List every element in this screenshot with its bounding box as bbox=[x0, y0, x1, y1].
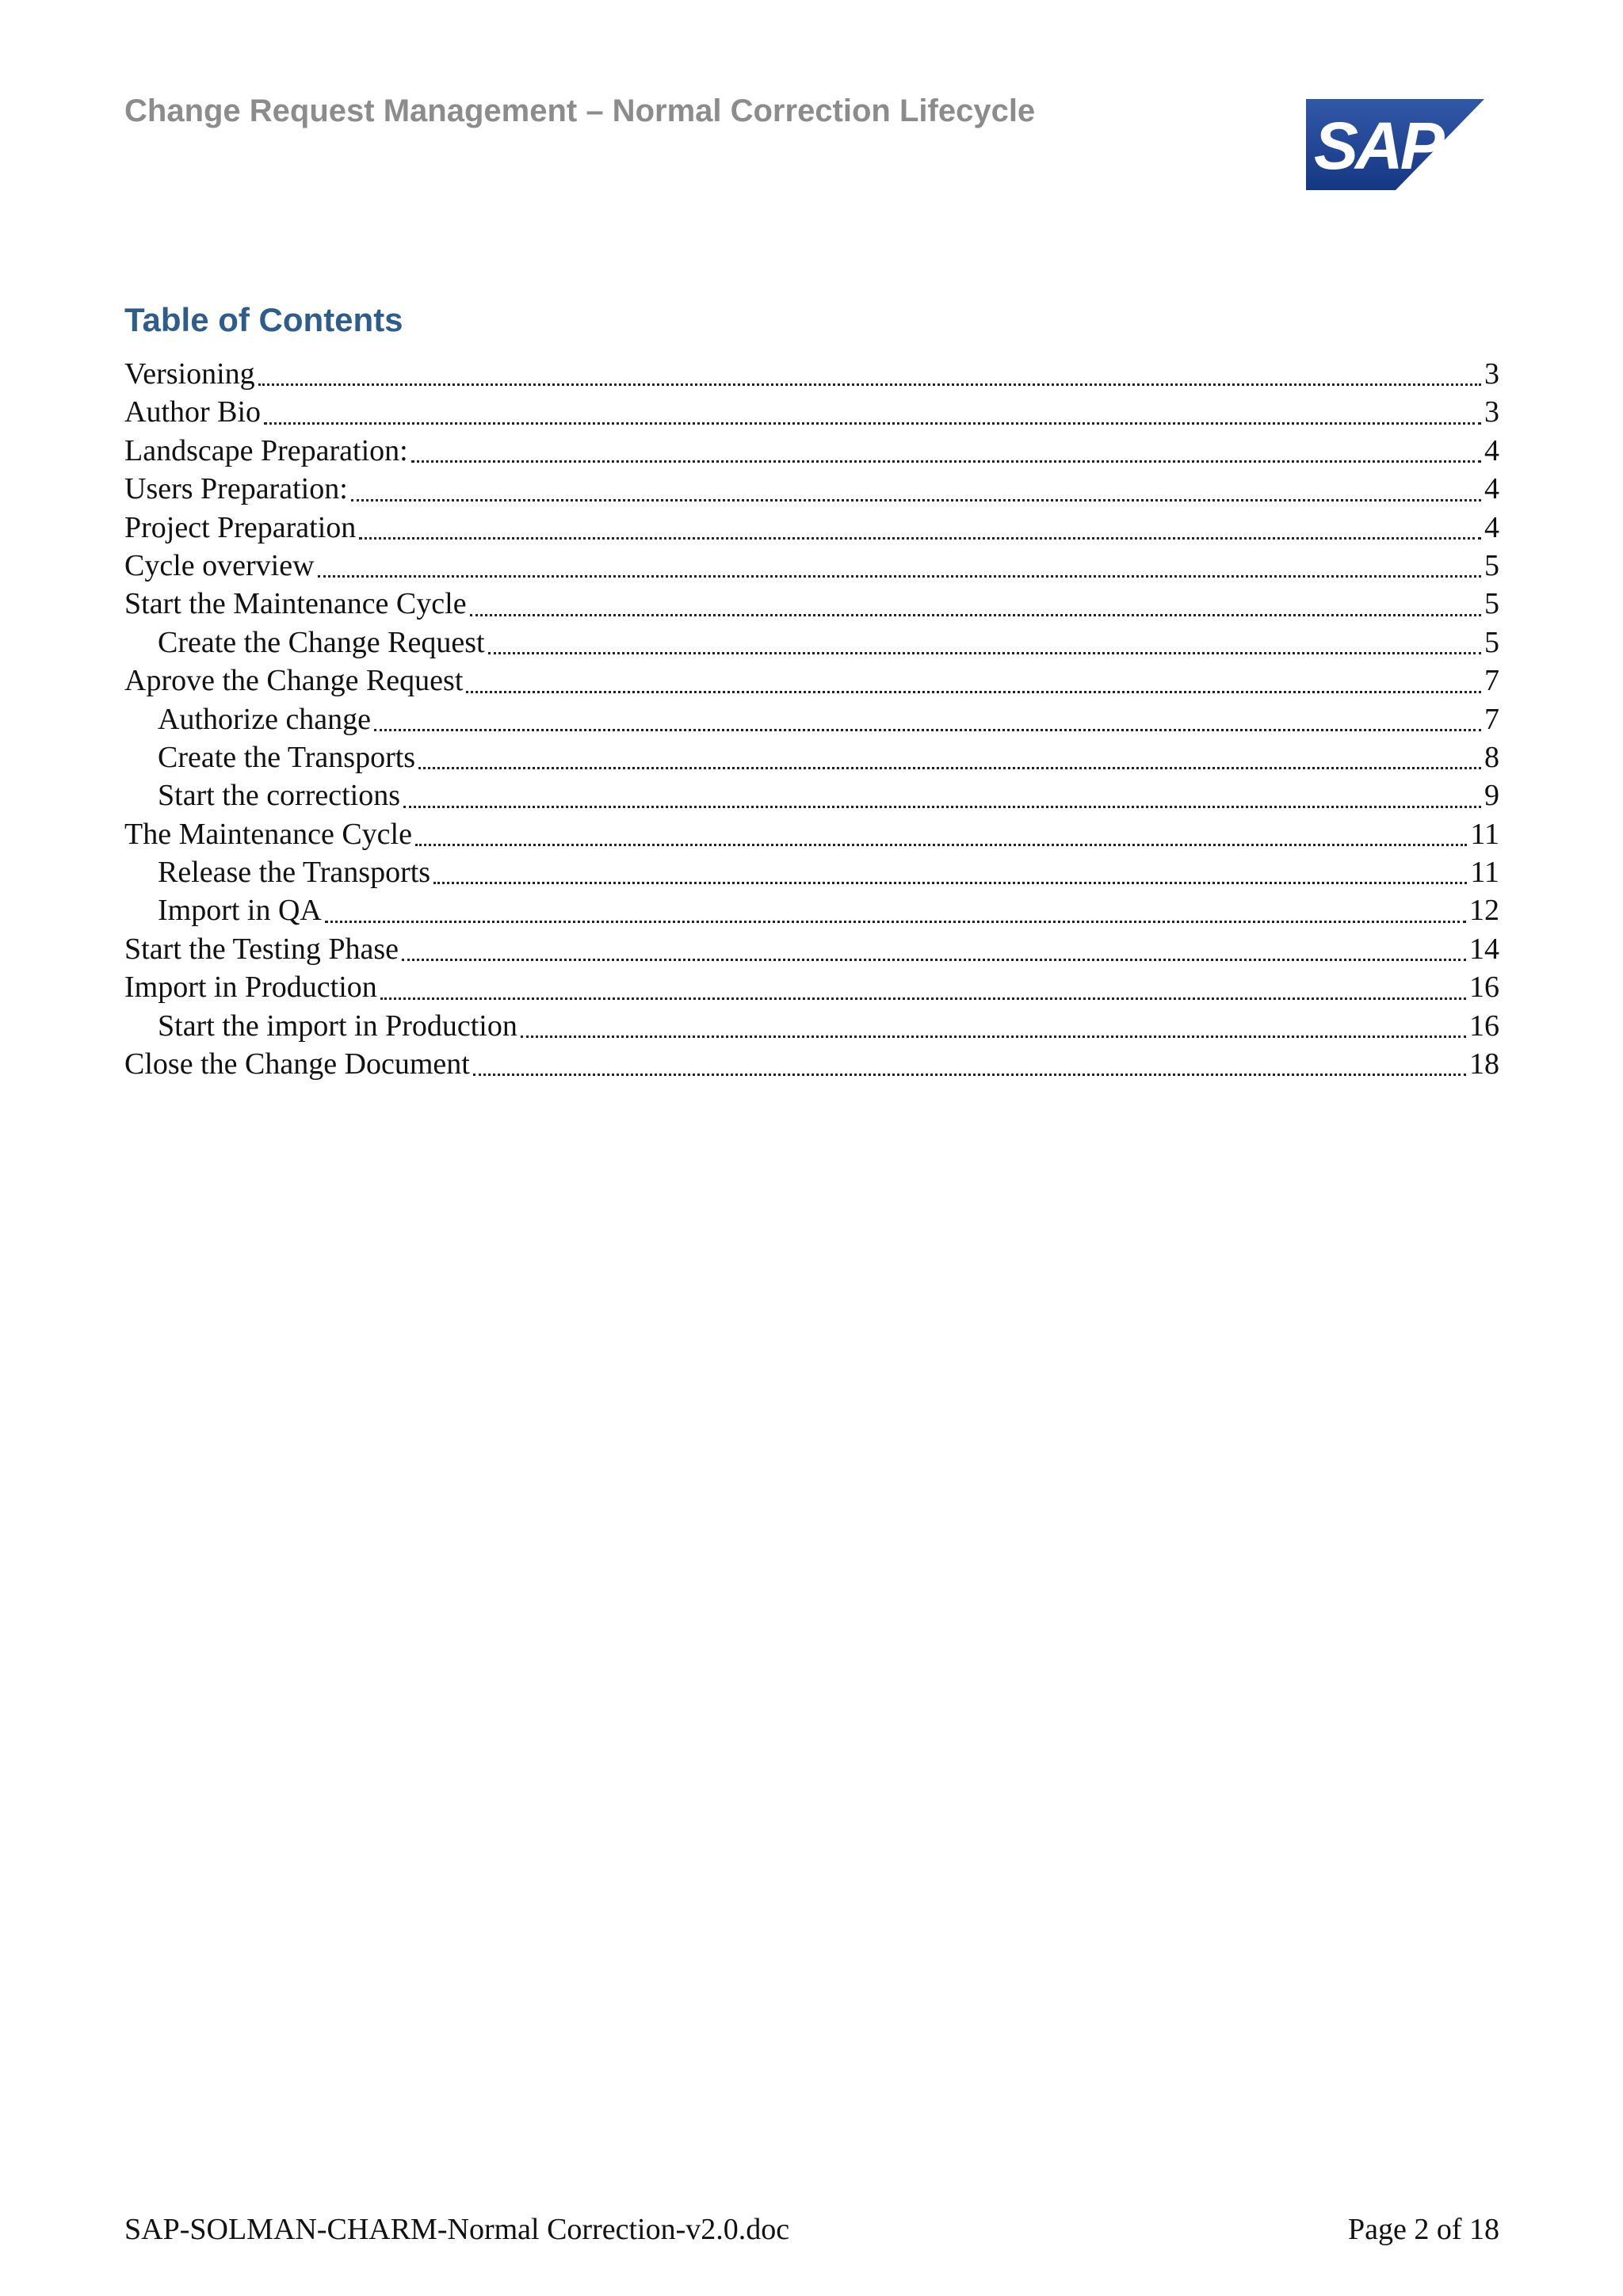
toc-entry-label[interactable]: Aprove the Change Request bbox=[124, 664, 464, 698]
toc-entry[interactable] bbox=[124, 624, 1499, 662]
toc-dot-leader bbox=[488, 652, 1481, 654]
toc-entry-page-number: 12 bbox=[1469, 894, 1499, 928]
toc-entry-page-number: 4 bbox=[1484, 510, 1499, 544]
toc-dot-leader bbox=[521, 1035, 1466, 1038]
table-of-contents bbox=[124, 355, 1499, 1083]
toc-dot-leader bbox=[418, 767, 1481, 769]
toc-entry[interactable] bbox=[124, 662, 1499, 700]
toc-entry-page-number: 4 bbox=[1484, 472, 1499, 506]
toc-entry-page-number: 14 bbox=[1469, 932, 1499, 966]
toc-entry-page-number: 7 bbox=[1484, 702, 1499, 736]
toc-entry-label[interactable]: The Maintenance Cycle bbox=[124, 817, 412, 851]
toc-entry[interactable] bbox=[124, 509, 1499, 547]
toc-entry[interactable] bbox=[124, 700, 1499, 738]
toc-dot-leader bbox=[264, 422, 1481, 425]
toc-dot-leader bbox=[403, 806, 1481, 808]
toc-dot-leader bbox=[433, 882, 1467, 884]
footer-page-number: Page 2 of 18 bbox=[1347, 2213, 1499, 2246]
toc-entry-label[interactable]: Users Preparation: bbox=[124, 472, 348, 506]
toc-entry-page-number: 3 bbox=[1484, 357, 1499, 391]
toc-dot-leader bbox=[470, 614, 1481, 616]
toc-heading: Table of Contents bbox=[124, 301, 403, 338]
toc-dot-leader bbox=[359, 537, 1481, 540]
toc-entry-label[interactable]: Create the Change Request bbox=[158, 625, 485, 659]
toc-entry-page-number: 7 bbox=[1484, 664, 1499, 698]
toc-entry-page-number: 11 bbox=[1470, 817, 1499, 851]
document-header-title: Change Request Management – Normal Correction Lifecycle bbox=[124, 93, 1036, 128]
toc-dot-leader bbox=[411, 460, 1481, 463]
toc-entry-label[interactable]: Create the Transports bbox=[158, 740, 416, 774]
toc-dot-leader bbox=[415, 844, 1467, 846]
toc-entry[interactable] bbox=[124, 853, 1499, 891]
toc-entry[interactable] bbox=[124, 930, 1499, 968]
toc-dot-leader bbox=[318, 575, 1481, 578]
toc-entry-label[interactable]: Close the Change Document bbox=[124, 1047, 470, 1081]
toc-entry-label[interactable]: Versioning bbox=[124, 357, 255, 391]
toc-dot-leader bbox=[351, 499, 1481, 502]
toc-entry-page-number: 5 bbox=[1484, 548, 1499, 582]
toc-entry[interactable] bbox=[124, 815, 1499, 853]
toc-entry-label[interactable]: Release the Transports bbox=[158, 856, 431, 890]
toc-entry[interactable] bbox=[124, 1007, 1499, 1045]
toc-dot-leader bbox=[325, 921, 1466, 923]
toc-dot-leader bbox=[374, 729, 1481, 731]
toc-dot-leader bbox=[402, 959, 1466, 961]
toc-entry-label[interactable]: Project Preparation bbox=[124, 510, 357, 544]
toc-dot-leader bbox=[473, 1074, 1466, 1076]
toc-entry-label[interactable]: Authorize change bbox=[158, 702, 372, 736]
toc-entry-label[interactable]: Start the import in Production bbox=[158, 1009, 517, 1043]
toc-entry-label[interactable]: Import in QA bbox=[158, 894, 322, 928]
toc-entry[interactable] bbox=[124, 432, 1499, 470]
toc-entry-page-number: 5 bbox=[1484, 587, 1499, 621]
toc-entry-label[interactable]: Cycle overview bbox=[124, 548, 315, 582]
toc-entry[interactable] bbox=[124, 470, 1499, 508]
toc-entry-page-number: 8 bbox=[1484, 740, 1499, 774]
toc-dot-leader bbox=[380, 997, 1466, 1000]
toc-entry[interactable] bbox=[124, 738, 1499, 776]
toc-dot-leader bbox=[466, 691, 1481, 693]
toc-entry-label[interactable]: Start the corrections bbox=[158, 779, 401, 813]
toc-entry-page-number: 16 bbox=[1469, 971, 1499, 1005]
toc-entry-page-number: 18 bbox=[1469, 1047, 1499, 1081]
toc-entry-label[interactable]: Start the Maintenance Cycle bbox=[124, 587, 467, 621]
toc-dot-leader bbox=[258, 383, 1481, 386]
footer-filename: SAP-SOLMAN-CHARM-Normal Correction-v2.0.doc bbox=[124, 2213, 790, 2246]
toc-entry[interactable] bbox=[124, 355, 1499, 393]
toc-entry-page-number: 3 bbox=[1484, 395, 1499, 429]
sap-logo-icon bbox=[1306, 99, 1484, 190]
toc-entry-page-number: 4 bbox=[1484, 433, 1499, 467]
toc-entry[interactable] bbox=[124, 776, 1499, 814]
toc-entry-page-number: 16 bbox=[1469, 1009, 1499, 1043]
toc-entry-label[interactable]: Author Bio bbox=[124, 395, 262, 429]
toc-entry-page-number: 11 bbox=[1470, 856, 1499, 890]
toc-entry-label[interactable]: Start the Testing Phase bbox=[124, 932, 399, 966]
toc-entry[interactable] bbox=[124, 1045, 1499, 1083]
sap-logo-text: SAP bbox=[1314, 109, 1442, 183]
toc-entry-page-number: 5 bbox=[1484, 625, 1499, 659]
toc-entry-label[interactable]: Landscape Preparation: bbox=[124, 433, 408, 467]
toc-entry[interactable] bbox=[124, 968, 1499, 1006]
toc-entry[interactable] bbox=[124, 393, 1499, 431]
toc-entry-label[interactable]: Import in Production bbox=[124, 971, 377, 1005]
toc-entry[interactable] bbox=[124, 585, 1499, 623]
toc-entry[interactable] bbox=[124, 547, 1499, 585]
toc-entry-page-number: 9 bbox=[1484, 779, 1499, 813]
toc-entry[interactable] bbox=[124, 891, 1499, 929]
